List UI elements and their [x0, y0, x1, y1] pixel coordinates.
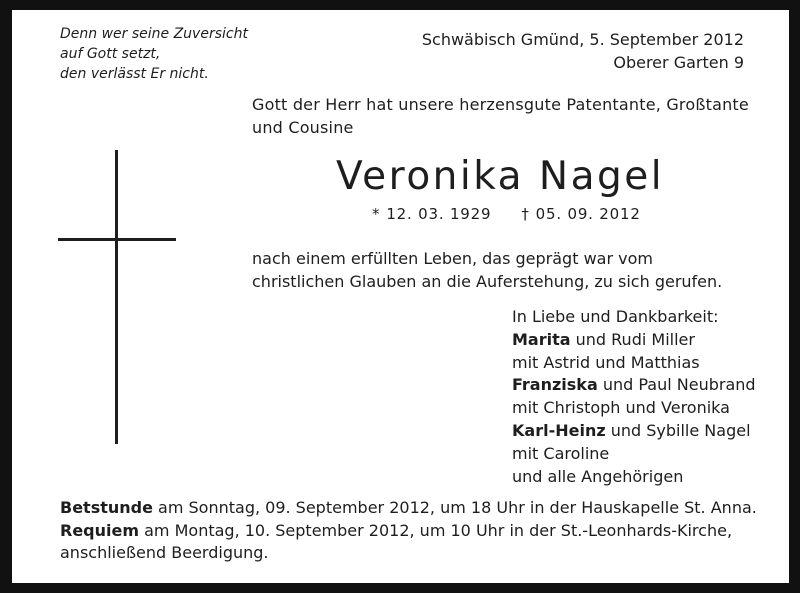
family-name-rest: mit Christoph und Veronika: [512, 398, 730, 418]
family-name-bold: Franziska: [512, 375, 598, 395]
family-name-rest: und Sybille Nagel: [605, 420, 751, 440]
family-entry: [512, 443, 756, 466]
family-name-bold: Karl-Heinz: [512, 420, 606, 440]
betstunde-line: [60, 497, 757, 520]
family-list: [512, 306, 756, 488]
text-line: christlichen Glauben an die Auferstehung, zu sich gerufen.: [252, 272, 723, 291]
family-heading: In Liebe und Dankbarkeit:: [512, 307, 719, 326]
text-line: nach einem erfüllten Leben, das geprägt war vom: [252, 249, 653, 268]
family-name-rest: und alle Angehörigen: [512, 466, 684, 486]
bible-verse: [60, 24, 248, 84]
family-entry: [512, 466, 756, 489]
birth-date: 12. 03. 1929: [386, 205, 492, 223]
family-entry: [512, 397, 756, 420]
cross-icon-horizontal: [58, 238, 176, 241]
life-dates: [372, 205, 647, 223]
family-entry: [512, 374, 756, 397]
betstunde-label: Betstunde: [60, 498, 153, 517]
family-entry: [512, 329, 756, 352]
requiem-line: [60, 520, 757, 543]
birth-symbol: *: [372, 205, 381, 223]
family-name-rest: mit Astrid und Matthias: [512, 352, 700, 372]
verse-line: den verlässt Er nicht.: [60, 66, 209, 82]
memorial-text: [252, 247, 722, 293]
place-and-date: [422, 28, 744, 74]
intro-line: und Cousine: [252, 118, 354, 137]
service-info: [60, 497, 757, 565]
intro-text: [252, 93, 749, 139]
city-date: Schwäbisch Gmünd, 5. September 2012: [421, 30, 744, 49]
family-entry: [512, 420, 756, 443]
intro-line: Gott der Herr hat unsere herzensgute Patentante, Großtante: [252, 95, 749, 114]
verse-line: Denn wer seine Zuversicht: [60, 26, 248, 42]
street-address: Oberer Garten 9: [613, 53, 744, 72]
family-entry: [512, 352, 756, 375]
death-cross-symbol: †: [521, 205, 530, 223]
burial-line: anschließend Beerdigung.: [60, 543, 269, 562]
verse-line: auf Gott setzt,: [60, 46, 161, 62]
family-name-bold: Marita: [512, 329, 571, 349]
family-name-rest: mit Caroline: [512, 443, 610, 463]
family-name-rest: und Rudi Miller: [570, 329, 695, 349]
requiem-text: am Montag, 10. September 2012, um 10 Uhr in der St.-Leonhards-Kirche,: [139, 520, 733, 540]
betstunde-text: am Sonntag, 09. September 2012, um 18 Uhr in der Hauskapelle St. Anna.: [152, 498, 757, 517]
requiem-label: Requiem: [60, 520, 140, 540]
deceased-name: Veronika Nagel: [336, 154, 665, 199]
death-date: 05. 09. 2012: [535, 205, 641, 223]
cross-icon-vertical: [115, 150, 118, 444]
family-name-rest: und Paul Neubrand: [597, 375, 756, 395]
